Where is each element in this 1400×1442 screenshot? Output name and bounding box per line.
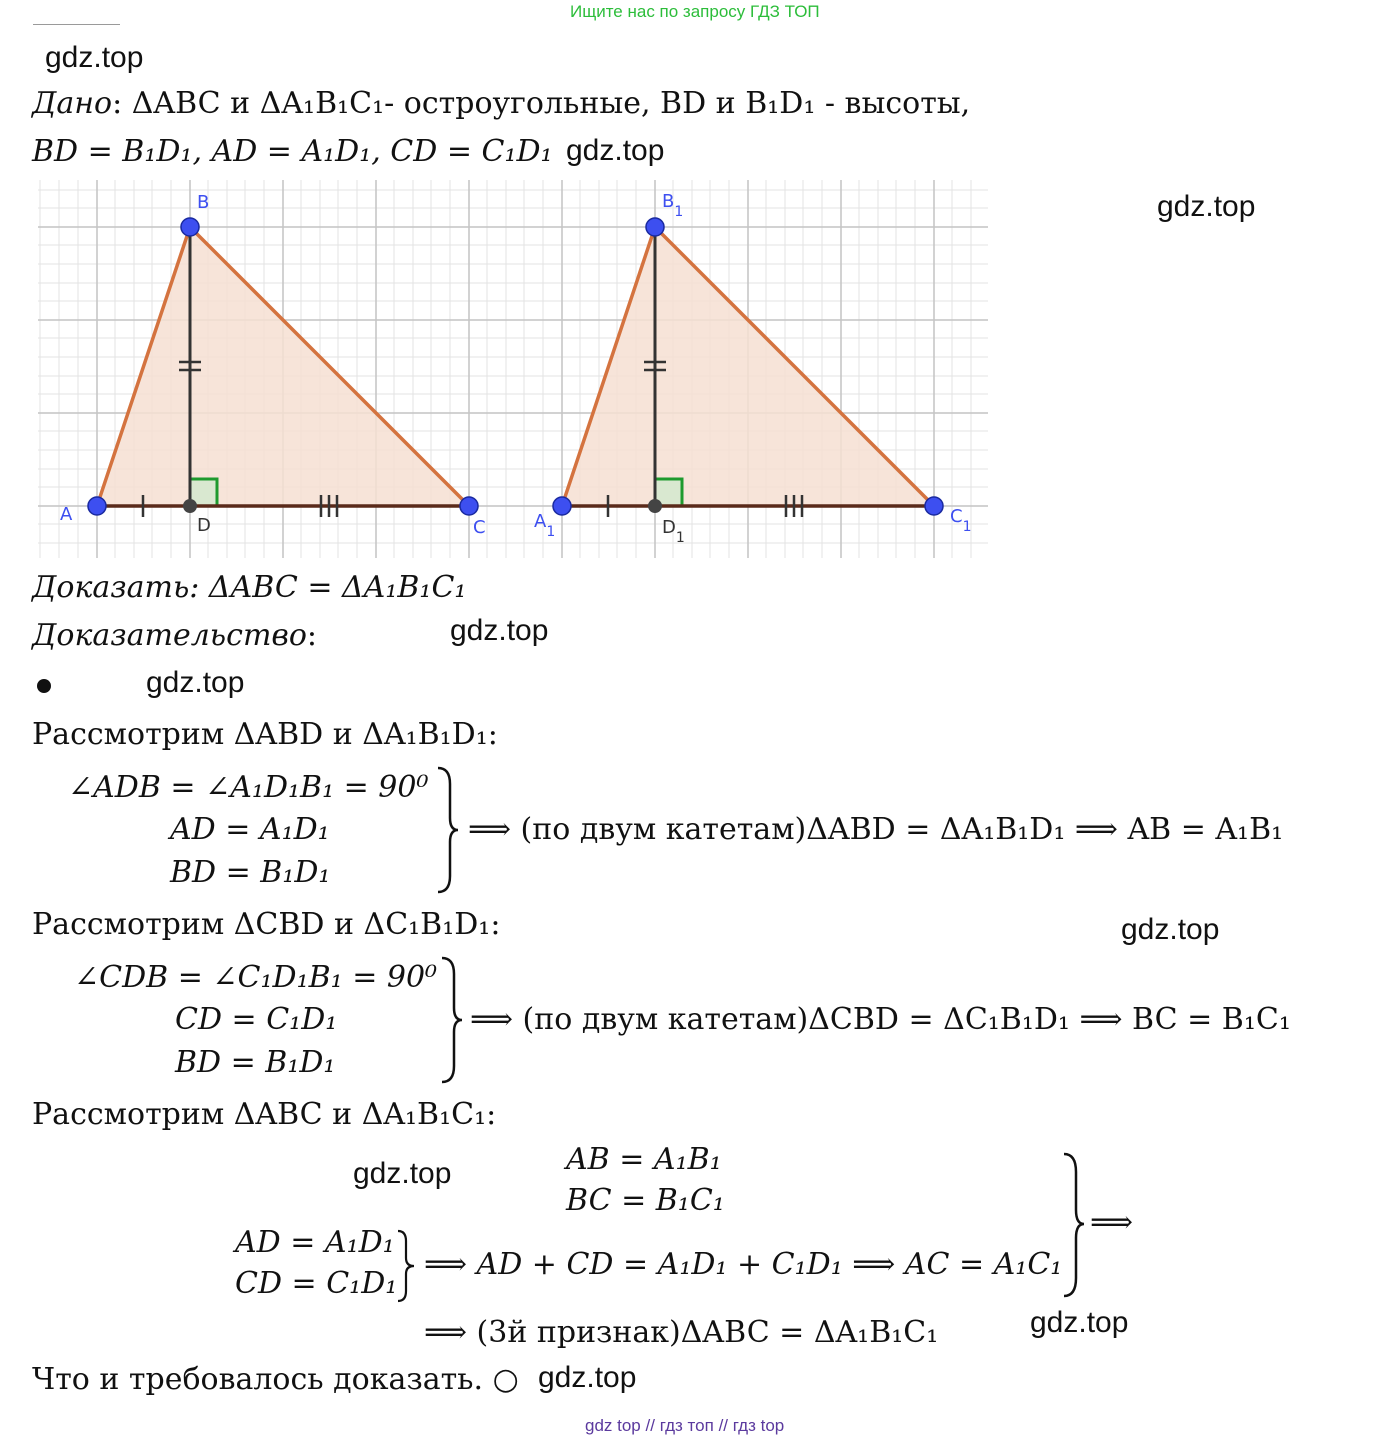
watermark: gdz.top <box>45 41 144 74</box>
step3-eq2: BC = B₁C₁ <box>566 1183 725 1218</box>
given-label: Дано <box>32 86 113 121</box>
triangle-a1b1c1 <box>534 191 972 546</box>
point-d1 <box>648 499 662 513</box>
search-banner: Ищите нас по запросу ГДЗ ТОП <box>570 2 820 21</box>
step3-conclusion: ⟹ (3й признак)ΔABC = ΔA₁B₁C₁ <box>424 1315 939 1350</box>
footer-link-gdz-top-ru[interactable]: гдз топ <box>659 1416 714 1435</box>
watermark: gdz.top <box>538 1361 637 1394</box>
step3-eq1: AB = A₁B₁ <box>566 1142 722 1177</box>
proof-label: Доказательство <box>32 618 307 653</box>
label-c: C <box>473 517 486 538</box>
step2-eq3: BD = B₁D₁ <box>175 1045 336 1080</box>
label-a1: $A_1$ <box>534 511 556 540</box>
triangles-figure <box>0 0 1000 570</box>
prove-line <box>32 570 466 605</box>
point-a1 <box>553 497 571 515</box>
step1-eq3: BD = B₁D₁ <box>170 855 331 890</box>
prove-label: Доказать <box>32 570 190 605</box>
footer-links: gdz top // гдз топ // гдз top <box>585 1416 785 1435</box>
step2-result: ⟹ (по двум катетам)ΔCBD = ΔC₁B₁D₁ ⟹ BC = B₁C₁ <box>470 1002 1291 1037</box>
triangle-abc <box>60 192 486 538</box>
brace-small <box>392 1228 418 1304</box>
point-a <box>88 497 106 515</box>
watermark: gdz.top <box>450 614 549 647</box>
qed-line: Что и требовалось доказать. ○ <box>32 1362 519 1397</box>
given-text: : ΔABC и ΔA₁B₁C₁- остроугольные, BD и B₁D₁ - высоты, <box>112 86 971 121</box>
watermark: gdz.top <box>1157 190 1256 223</box>
proof-heading: Доказательство: <box>32 618 318 653</box>
step2-title: Рассмотрим ΔCBD и ΔC₁B₁D₁: <box>32 907 501 942</box>
label-d: D <box>197 515 211 536</box>
step1-title: Рассмотрим ΔABD и ΔA₁B₁D₁: <box>32 717 498 752</box>
brace-right <box>434 954 464 1086</box>
label-b1: $B_1$ <box>662 191 684 220</box>
watermark: gdz.top <box>566 134 665 167</box>
step1-eq2: AD = A₁D₁ <box>170 812 330 847</box>
step3-arrow: ⟹ <box>1090 1205 1134 1240</box>
label-b: B <box>197 192 210 213</box>
step2-eq1: ∠CDB = ∠C₁D₁B₁ = 90⁰ <box>74 960 438 995</box>
point-c <box>460 497 478 515</box>
step3-mid: ⟹ AD + CD = A₁D₁ + C₁D₁ ⟹ AC = A₁C₁ <box>424 1247 1063 1282</box>
given-line-2: BD = B₁D₁, AD = A₁D₁, CD = C₁D₁ <box>32 134 553 169</box>
point-b1 <box>646 218 664 236</box>
label-c1: $C_1$ <box>950 506 972 535</box>
label-a: A <box>60 504 73 525</box>
brace-large <box>1056 1150 1088 1300</box>
step3-eq3: AD = A₁D₁ <box>235 1225 395 1260</box>
point-b <box>181 218 199 236</box>
step2-eq2: CD = C₁D₁ <box>175 1002 338 1037</box>
footer-link-gdz-top[interactable]: gdz top <box>585 1416 641 1435</box>
step3-eq4: CD = C₁D₁ <box>235 1266 398 1301</box>
prove-text: : ΔABC = ΔA₁B₁C₁ <box>189 570 467 605</box>
brace-right <box>430 764 460 896</box>
point-d <box>183 499 197 513</box>
point-c1 <box>925 497 943 515</box>
step1-eq1: ∠ADB = ∠A₁D₁B₁ = 90⁰ <box>68 770 429 805</box>
watermark: gdz.top <box>1030 1306 1129 1339</box>
watermark: gdz.top <box>353 1157 452 1190</box>
label-d1: $D_1$ <box>662 517 685 546</box>
step1-result: ⟹ (по двум катетам)ΔABD = ΔA₁B₁D₁ ⟹ AB = A₁B₁ <box>468 812 1284 847</box>
watermark: gdz.top <box>146 666 245 699</box>
watermark: gdz.top <box>1121 913 1220 946</box>
footer-link-gdz-top-mixed[interactable]: гдз top <box>732 1416 785 1435</box>
step3-title: Рассмотрим ΔABC и ΔA₁B₁C₁: <box>32 1097 497 1132</box>
bullet-icon <box>37 679 51 693</box>
